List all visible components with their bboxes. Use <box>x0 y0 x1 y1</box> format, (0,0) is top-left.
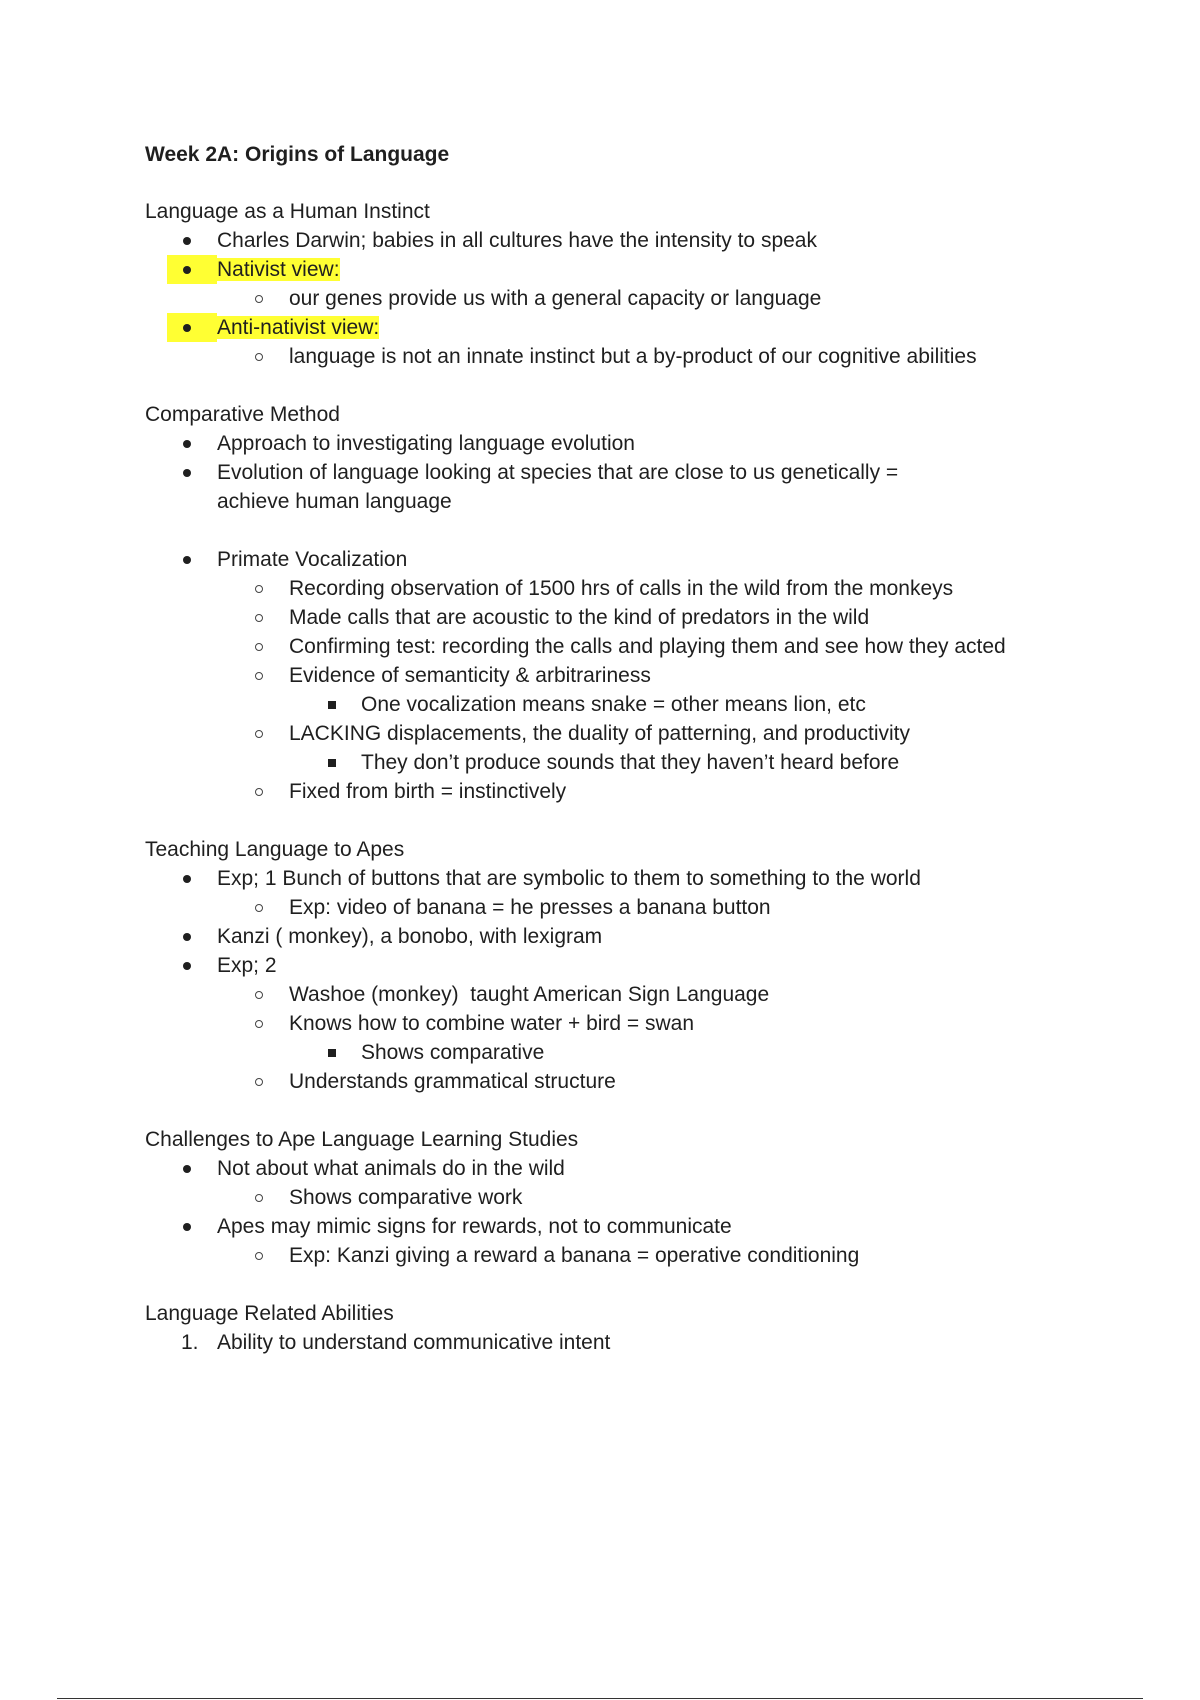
list-item <box>145 226 1085 255</box>
highlight-mark <box>167 255 217 284</box>
list-item <box>145 603 1085 632</box>
list-item-text: Exp; 1 Bunch of buttons that are symbolic to them to something to the world <box>217 867 921 890</box>
spacer <box>145 516 1085 545</box>
list-item <box>145 545 1085 574</box>
section-human-instinct <box>145 197 1085 371</box>
list-item <box>145 951 1085 980</box>
list-item-text: They don’t produce sounds that they haven’t heard before <box>361 751 900 774</box>
section-heading: Challenges to Ape Language Learning Studies <box>145 1128 579 1151</box>
document-body <box>145 140 1085 1386</box>
list-item <box>145 864 1085 893</box>
list-item-text: Kanzi ( monkey), a bonobo, with lexigram <box>217 925 603 948</box>
list-item <box>145 574 1085 603</box>
section-heading: Teaching Language to Apes <box>145 838 405 861</box>
list-item-text: language is not an innate instinct but a by-product of our cognitive abilities <box>289 345 977 368</box>
list-item <box>145 429 1085 458</box>
list-item-text: Charles Darwin; babies in all cultures have the intensity to speak <box>217 229 817 252</box>
list-number: 1. <box>181 1331 199 1354</box>
list-item <box>145 632 1085 661</box>
list-item <box>145 1067 1085 1096</box>
bullet-list <box>145 429 1085 516</box>
section-heading: Language Related Abilities <box>145 1302 394 1325</box>
list-item <box>145 777 1085 806</box>
bullet-list <box>145 226 1085 371</box>
list-item <box>145 1241 1085 1270</box>
list-item <box>145 661 1085 690</box>
list-item <box>145 1328 1085 1357</box>
section-challenges <box>145 1125 1085 1270</box>
list-item-text: Recording observation of 1500 hrs of calls in the wild from the monkeys <box>289 577 954 600</box>
list-item <box>145 719 1085 748</box>
list-item-text: Exp; 2 <box>217 954 277 977</box>
list-item-text: Shows comparative <box>361 1041 545 1064</box>
list-item-text: LACKING displacements, the duality of patterning, and productivity <box>289 722 910 745</box>
list-item <box>145 980 1085 1009</box>
list-item <box>145 690 1085 719</box>
list-item <box>145 1212 1085 1241</box>
list-item-highlighted <box>145 255 1085 284</box>
section-teaching-apes <box>145 835 1085 1096</box>
page-title: Week 2A: Origins of Language <box>145 143 450 166</box>
list-item-text: Washoe (monkey) taught American Sign Language <box>289 983 770 1006</box>
list-item-text: Fixed from birth = instinctively <box>289 780 567 803</box>
list-item-text: Exp: Kanzi giving a reward a banana = operative conditioning <box>289 1244 860 1267</box>
list-item <box>145 1038 1085 1067</box>
list-item-text: One vocalization means snake = other means lion, etc <box>361 693 866 716</box>
section-heading: Language as a Human Instinct <box>145 200 430 223</box>
list-item-text: Apes may mimic signs for rewards, not to communicate <box>217 1215 732 1238</box>
numbered-list <box>145 1328 1085 1357</box>
list-item-text: Not about what animals do in the wild <box>217 1157 565 1180</box>
section-related-abilities <box>145 1299 1085 1357</box>
list-item <box>145 893 1085 922</box>
list-item-text: Ability to understand communicative intent <box>217 1331 611 1354</box>
list-item <box>145 1183 1085 1212</box>
section-heading: Comparative Method <box>145 403 340 426</box>
list-item <box>145 458 1085 516</box>
list-item-text: Nativist view: <box>217 258 340 281</box>
list-item <box>145 1154 1085 1183</box>
list-item-text: Made calls that are acoustic to the kind of predators in the wild <box>289 606 870 629</box>
list-item-text: Primate Vocalization <box>217 548 408 571</box>
bullet-list <box>145 545 1085 806</box>
list-item-text: our genes provide us with a general capacity or language <box>289 287 822 310</box>
highlight-mark <box>167 313 217 342</box>
list-item-text: Knows how to combine water + bird = swan <box>289 1012 695 1035</box>
list-item-text: Confirming test: recording the calls and playing them and see how they acted <box>289 635 1006 658</box>
list-item-text: Evidence of semanticity & arbitrariness <box>289 664 651 687</box>
list-item <box>145 284 1085 313</box>
list-item <box>145 922 1085 951</box>
list-item <box>145 748 1085 777</box>
list-item-text: Approach to investigating language evolution <box>217 432 635 455</box>
list-item <box>145 342 1085 371</box>
page-bottom-rule <box>57 1698 1143 1699</box>
list-item-text: Exp: video of banana = he presses a banana button <box>289 896 771 919</box>
list-item-text: Anti-nativist view: <box>217 316 380 339</box>
list-item <box>145 1009 1085 1038</box>
list-item-text: Understands grammatical structure <box>289 1070 616 1093</box>
list-item-text: Shows comparative work <box>289 1186 523 1209</box>
section-comparative-method <box>145 400 1085 806</box>
list-item-text: Evolution of language looking at species that are close to us genetically = achieve human language <box>217 461 899 513</box>
bullet-list <box>145 1154 1085 1270</box>
bullet-list <box>145 864 1085 1096</box>
list-item-highlighted <box>145 313 1085 342</box>
